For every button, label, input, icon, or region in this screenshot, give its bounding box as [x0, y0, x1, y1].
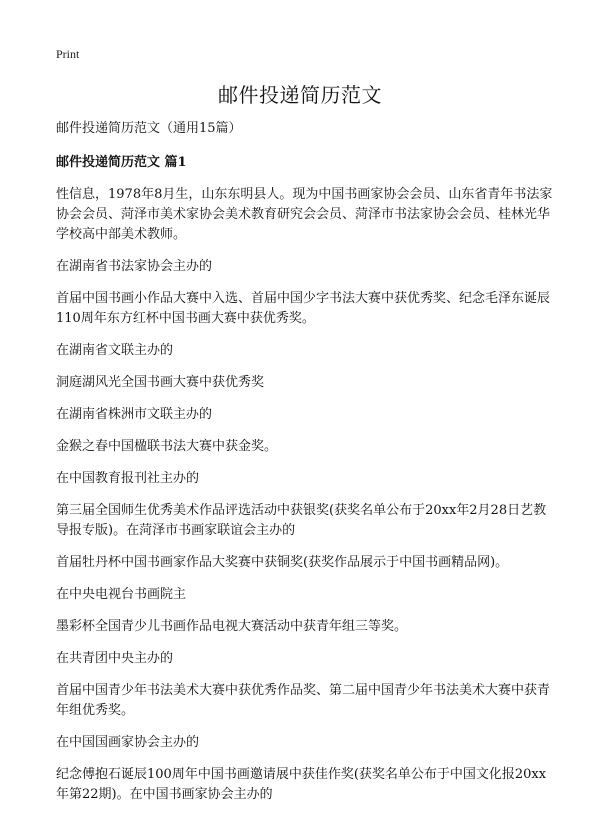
section-heading: 邮件投递简历范文 篇1: [56, 155, 187, 170]
paragraph: 洞庭湖风光全国书画大赛中获优秀奖: [56, 375, 265, 390]
paragraph: 在湖南省文联主办的: [56, 343, 174, 358]
paragraph: 首届中国书画小作品大赛中入选、首届中国少字书法大赛中获优秀奖、纪念毛泽东诞辰110周年东方红杯中国书画大赛中获优秀奖。: [56, 291, 551, 326]
document-title: 邮件投递简历范文: [218, 83, 382, 107]
paragraph: 在湖南省株洲市文联主办的: [56, 407, 213, 422]
document-body: [56, 119, 556, 817]
paragraph: 性信息，1978年8月生，山东东明县人。现为中国书画家协会会员、山东省青年书法家协会会员、菏泽市美术家协会美术教育研究会会员、菏泽市书法家协会会员、桂林光华学校高中部美术教师。: [56, 187, 553, 242]
paragraph: 首届中国青少年书法美术大赛中获优秀作品奖、第二届中国青少年书法美术大赛中获青年组优秀奖。: [56, 683, 551, 718]
paragraph: 纪念傅抱石诞辰100周年中国书画邀请展中获佳作奖(获奖名单公布于中国文化报20xx年第22期)。在中国书画家协会主办的: [56, 767, 547, 802]
paragraph: 在湖南省书法家协会主办的: [56, 259, 213, 274]
document-subtitle: 邮件投递简历范文（通用15篇）: [56, 121, 242, 136]
paragraph: 首届牡丹杯中国书画家作品大奖赛中获铜奖(获奖作品展示于中国书画精品网)。: [56, 555, 509, 570]
paragraph: 在中国教育报刊社主办的: [56, 471, 200, 486]
print-link[interactable]: Print: [56, 47, 80, 61]
paragraph: 在中国国画家协会主办的: [56, 735, 200, 750]
paragraph: 金猴之春中国楹联书法大赛中获金奖。: [56, 439, 278, 454]
paragraph: 在共青团中央主办的: [56, 651, 174, 666]
paragraph: 墨彩杯全国青少儿书画作品电视大赛活动中获青年组三等奖。: [56, 619, 408, 634]
paragraph: 在中央电视台书画院主: [56, 587, 187, 602]
paragraph: 第三届全国师生优秀美术作品评选活动中获银奖(获奖名单公布于20xx年2月28日艺教导报专版)。在菏泽市书画家联谊会主办的: [56, 503, 547, 538]
